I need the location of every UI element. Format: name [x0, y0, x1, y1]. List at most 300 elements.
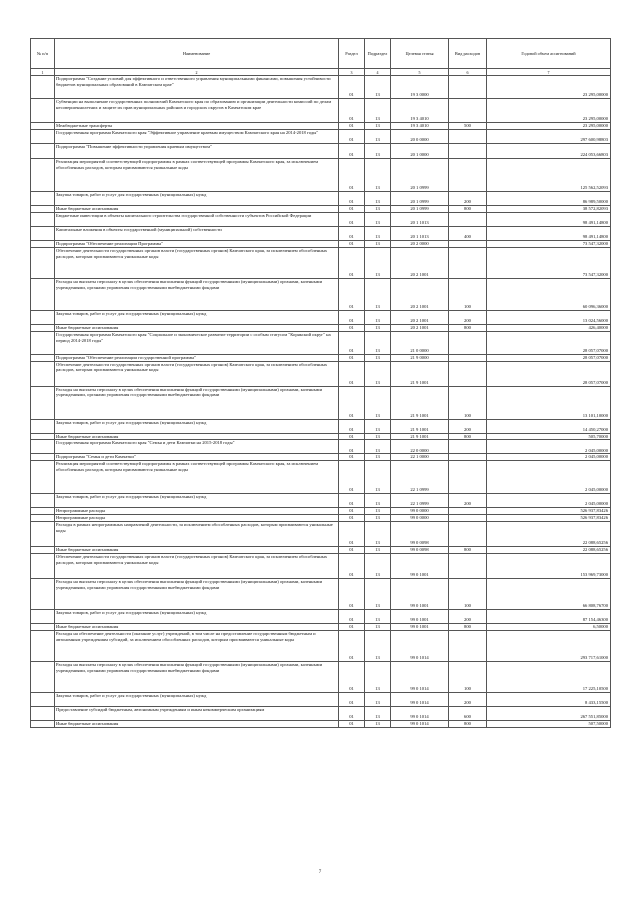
cell-podrazdel: 13 — [365, 310, 391, 324]
cell-razdel: 01 — [339, 191, 365, 205]
cell-razdel: 01 — [339, 419, 365, 433]
cell-razdel: 01 — [339, 205, 365, 212]
column-index: 7 — [487, 69, 611, 76]
cell-name: Закупка товаров, работ и услуг для государственных (муниципальных) нужд — [55, 419, 339, 433]
cell-podrazdel: 13 — [365, 433, 391, 440]
cell-podrazdel: 13 — [365, 547, 391, 554]
cell-annual-amount: 8 433,15500 — [487, 692, 611, 706]
cell-expense-type: 800 — [449, 433, 487, 440]
cell-podrazdel: 13 — [365, 461, 391, 494]
cell-expense-type — [449, 454, 487, 461]
cell-target-article: 20 1 0999 — [391, 158, 449, 191]
cell-annual-amount: 98 491,14800 — [487, 212, 611, 226]
cell-razdel: 01 — [339, 522, 365, 547]
cell-name: Подпрограмма "Повышение эффективности управления краевым имуществом" — [55, 143, 339, 158]
column-index-row — [31, 69, 611, 76]
cell-expense-type: 200 — [449, 310, 487, 324]
cell-num — [31, 610, 55, 624]
table-row — [31, 212, 611, 226]
cell-num — [31, 494, 55, 508]
cell-annual-amount: 267 551,85000 — [487, 706, 611, 720]
cell-annual-amount: 125 562,52093 — [487, 158, 611, 191]
table-row — [31, 76, 611, 99]
cell-expense-type — [449, 522, 487, 547]
table-row — [31, 386, 611, 419]
cell-razdel: 01 — [339, 386, 365, 419]
table-row — [31, 158, 611, 191]
budget-table — [30, 38, 611, 728]
table-row — [31, 610, 611, 624]
cell-name: Иные бюджетные ассигнования — [55, 324, 339, 331]
cell-razdel: 01 — [339, 123, 365, 130]
table-row — [31, 99, 611, 123]
cell-podrazdel: 13 — [365, 354, 391, 361]
cell-podrazdel: 13 — [365, 361, 391, 386]
cell-podrazdel: 13 — [365, 661, 391, 692]
cell-target-article: 99 0 0000 — [391, 515, 449, 522]
cell-target-article: 21 9 1001 — [391, 433, 449, 440]
header-expense-type: Вид расходов — [449, 39, 487, 69]
header-num: № п/п — [31, 39, 55, 69]
cell-podrazdel: 13 — [365, 720, 391, 727]
table-row — [31, 310, 611, 324]
cell-target-article: 20 2 1001 — [391, 278, 449, 310]
cell-num — [31, 433, 55, 440]
cell-expense-type: 100 — [449, 661, 487, 692]
cell-annual-amount: 526 937,83426 — [487, 515, 611, 522]
cell-razdel: 01 — [339, 310, 365, 324]
cell-num — [31, 461, 55, 494]
cell-num — [31, 454, 55, 461]
cell-razdel: 01 — [339, 661, 365, 692]
cell-num — [31, 123, 55, 130]
cell-expense-type: 100 — [449, 278, 487, 310]
cell-annual-amount: 293 717,61000 — [487, 630, 611, 661]
cell-target-article: 99 0 1014 — [391, 706, 449, 720]
cell-num — [31, 624, 55, 631]
cell-target-article: 21 9 1001 — [391, 419, 449, 433]
cell-target-article: 20 2 1001 — [391, 324, 449, 331]
cell-annual-amount: 73 547,32000 — [487, 240, 611, 247]
cell-annual-amount: 2 045,00000 — [487, 454, 611, 461]
cell-razdel: 01 — [339, 494, 365, 508]
cell-expense-type — [449, 129, 487, 143]
cell-razdel: 01 — [339, 579, 365, 610]
cell-name: Обеспечение деятельности государственных органов власти (государственных органов) Камчатского края, за исключением обособленных расходов, которым присваиваются уникальные коды — [55, 361, 339, 386]
cell-num — [31, 143, 55, 158]
cell-podrazdel: 13 — [365, 158, 391, 191]
cell-num — [31, 76, 55, 99]
cell-name: Расходы на обеспечение деятельности (оказание услуг) учреждений, в том числе на предоставление государственным бюджетным и автономным учреждениям субсидий, за исключением обособленных расходов, которым присваиваются уникальные коды — [55, 630, 339, 661]
table-row — [31, 624, 611, 631]
cell-expense-type: 200 — [449, 494, 487, 508]
cell-razdel: 01 — [339, 247, 365, 278]
header-annual-amount: Годовой объем ассигнований — [487, 39, 611, 69]
cell-num — [31, 508, 55, 515]
cell-name: Иные бюджетные ассигнования — [55, 205, 339, 212]
cell-podrazdel: 13 — [365, 630, 391, 661]
cell-target-article: 99 0 1014 — [391, 720, 449, 727]
table-row — [31, 720, 611, 727]
cell-target-article: 99 0 1014 — [391, 692, 449, 706]
table-row — [31, 661, 611, 692]
table-row — [31, 324, 611, 331]
cell-podrazdel: 13 — [365, 205, 391, 212]
cell-target-article: 21 9 1001 — [391, 386, 449, 419]
cell-name: Расходы на выплаты персоналу в целях обеспечения выполнения функций государственными (муниципальными) органами, казенными учреждениями, органами управления государственными внебюджетными фондами — [55, 278, 339, 310]
cell-annual-amount: 23 295,00000 — [487, 99, 611, 123]
cell-razdel: 01 — [339, 554, 365, 579]
cell-name: Обеспечение деятельности государственных органов власти (государственных органов) Камчатского края, за исключением обособленных расходов, которым присваиваются уникальные коды — [55, 554, 339, 579]
cell-target-article: 22 1 0999 — [391, 494, 449, 508]
cell-podrazdel: 13 — [365, 508, 391, 515]
cell-podrazdel: 13 — [365, 129, 391, 143]
cell-expense-type: 200 — [449, 692, 487, 706]
cell-expense-type: 200 — [449, 610, 487, 624]
cell-podrazdel: 13 — [365, 554, 391, 579]
cell-podrazdel: 13 — [365, 579, 391, 610]
cell-razdel: 01 — [339, 226, 365, 240]
cell-razdel: 01 — [339, 692, 365, 706]
cell-razdel: 01 — [339, 331, 365, 354]
cell-target-article: 22 1 0999 — [391, 461, 449, 494]
cell-name: Закупка товаров, работ и услуг для государственных (муниципальных) нужд — [55, 494, 339, 508]
cell-name: Иные бюджетные ассигнования — [55, 547, 339, 554]
cell-podrazdel: 13 — [365, 324, 391, 331]
cell-expense-type — [449, 440, 487, 454]
cell-podrazdel: 13 — [365, 515, 391, 522]
cell-target-article: 20 2 1001 — [391, 310, 449, 324]
cell-podrazdel: 13 — [365, 386, 391, 419]
cell-target-article: 20 1 0999 — [391, 205, 449, 212]
cell-podrazdel: 13 — [365, 522, 391, 547]
cell-razdel: 01 — [339, 158, 365, 191]
cell-target-article: 99 0 0098 — [391, 547, 449, 554]
cell-podrazdel: 13 — [365, 419, 391, 433]
cell-expense-type: 800 — [449, 547, 487, 554]
table-row — [31, 226, 611, 240]
cell-razdel: 01 — [339, 706, 365, 720]
cell-razdel: 01 — [339, 720, 365, 727]
cell-name: Подпрограмма "Создание условий для эффективного и ответственного управления муниципальными финансами, повышения устойчивости бюджетов муниципальных образований в Камчатском крае" — [55, 76, 339, 99]
cell-expense-type — [449, 361, 487, 386]
cell-podrazdel: 13 — [365, 278, 391, 310]
cell-annual-amount: 60 096,36000 — [487, 278, 611, 310]
cell-annual-amount: 2 045,00000 — [487, 494, 611, 508]
cell-annual-amount: 28 057,07000 — [487, 361, 611, 386]
table-row — [31, 433, 611, 440]
cell-name: Подпрограмма "Обеспечение реализации Программы" — [55, 240, 339, 247]
cell-annual-amount: 507,50000 — [487, 720, 611, 727]
cell-expense-type — [449, 554, 487, 579]
cell-num — [31, 547, 55, 554]
cell-podrazdel: 13 — [365, 692, 391, 706]
cell-name: Расходы на выплаты персоналу в целях обеспечения выполнения функций государственными (муниципальными) органами, казенными учреждениями, органами управления государственными внебюджетными фондами — [55, 386, 339, 419]
cell-name: Подпрограмма "Семья и дети Камчатки" — [55, 454, 339, 461]
cell-annual-amount: 14 450,27000 — [487, 419, 611, 433]
cell-expense-type: 800 — [449, 205, 487, 212]
cell-podrazdel: 13 — [365, 143, 391, 158]
table-row — [31, 129, 611, 143]
table-row — [31, 205, 611, 212]
table-row — [31, 579, 611, 610]
table-row — [31, 419, 611, 433]
cell-name: Государственная программа Камчатского края "Эффективное управление краевым имуществом Камчатского края на 2014-2018 годы" — [55, 129, 339, 143]
cell-target-article: 99 0 1001 — [391, 554, 449, 579]
header-name: Наименование — [55, 39, 339, 69]
cell-razdel: 01 — [339, 129, 365, 143]
cell-annual-amount: 22 088,65256 — [487, 522, 611, 547]
cell-target-article: 21 0 0000 — [391, 331, 449, 354]
column-index: 4 — [365, 69, 391, 76]
cell-razdel: 01 — [339, 515, 365, 522]
cell-razdel: 01 — [339, 212, 365, 226]
cell-razdel: 01 — [339, 354, 365, 361]
cell-name: Реализация мероприятий соответствующей подпрограммы в рамках соответствующей программы Камчатского края, за исключением обособленных расходов, которым присваиваются уникальные коды — [55, 461, 339, 494]
cell-razdel: 01 — [339, 624, 365, 631]
cell-annual-amount: 98 491,14800 — [487, 226, 611, 240]
cell-expense-type: 100 — [449, 386, 487, 419]
cell-annual-amount: 2 045,00000 — [487, 440, 611, 454]
cell-target-article: 99 0 1014 — [391, 630, 449, 661]
cell-annual-amount: 87 154,46300 — [487, 610, 611, 624]
cell-num — [31, 247, 55, 278]
table-row — [31, 331, 611, 354]
cell-expense-type — [449, 212, 487, 226]
header-target-article: Целевая статья — [391, 39, 449, 69]
cell-razdel: 01 — [339, 610, 365, 624]
document-page — [30, 38, 610, 728]
cell-podrazdel: 13 — [365, 240, 391, 247]
cell-target-article: 21 9 1001 — [391, 361, 449, 386]
cell-target-article: 20 1 1013 — [391, 226, 449, 240]
cell-razdel: 01 — [339, 508, 365, 515]
cell-annual-amount: 38 572,82093 — [487, 205, 611, 212]
cell-razdel: 01 — [339, 461, 365, 494]
cell-podrazdel: 13 — [365, 76, 391, 99]
cell-razdel: 01 — [339, 361, 365, 386]
cell-podrazdel: 13 — [365, 440, 391, 454]
cell-num — [31, 310, 55, 324]
cell-razdel: 01 — [339, 324, 365, 331]
table-body — [31, 76, 611, 728]
cell-razdel: 01 — [339, 143, 365, 158]
cell-podrazdel: 13 — [365, 331, 391, 354]
cell-name: Государственная программа Камчатского края "Семья и дети Камчатки на 2015-2018 годы" — [55, 440, 339, 454]
cell-target-article: 20 2 0000 — [391, 240, 449, 247]
cell-name: Непрограммные расходы — [55, 515, 339, 522]
cell-expense-type — [449, 508, 487, 515]
cell-num — [31, 720, 55, 727]
cell-name: Закупка товаров, работ и услуг для государственных (муниципальных) нужд — [55, 692, 339, 706]
cell-annual-amount: 505,70000 — [487, 433, 611, 440]
cell-num — [31, 158, 55, 191]
table-row — [31, 361, 611, 386]
cell-name: Капитальные вложения в объекты государственной (муниципальной) собственности — [55, 226, 339, 240]
cell-razdel: 01 — [339, 547, 365, 554]
cell-num — [31, 515, 55, 522]
cell-expense-type — [449, 143, 487, 158]
table-row — [31, 191, 611, 205]
cell-name: Межбюджетные трансферты — [55, 123, 339, 130]
cell-name: Непрограммные расходы — [55, 508, 339, 515]
table-row — [31, 440, 611, 454]
cell-annual-amount: 66 808,76700 — [487, 579, 611, 610]
cell-expense-type — [449, 461, 487, 494]
cell-name: Закупка товаров, работ и услуг для государственных (муниципальных) нужд — [55, 310, 339, 324]
cell-razdel: 01 — [339, 433, 365, 440]
cell-expense-type: 500 — [449, 123, 487, 130]
cell-annual-amount: 224 053,66803 — [487, 143, 611, 158]
cell-name: Подпрограмма "Обеспечение реализации государственной программы" — [55, 354, 339, 361]
column-index: 2 — [55, 69, 339, 76]
table-row — [31, 515, 611, 522]
cell-name: Расходы на выплаты персоналу в целях обеспечения выполнения функций государственными (муниципальными) органами, казенными учреждениями, органами управления государственными внебюджетными фондами — [55, 661, 339, 692]
cell-name: Субвенции на выполнение государственных полномочий Камчатского края по образованию и организации деятельности комиссий по делам несовершеннолетних и защите их прав муниципальных районов и городских округов в Камчатском крае — [55, 99, 339, 123]
cell-expense-type — [449, 354, 487, 361]
cell-razdel: 01 — [339, 76, 365, 99]
cell-expense-type — [449, 76, 487, 99]
cell-num — [31, 386, 55, 419]
cell-name: Закупка товаров, работ и услуг для государственных (муниципальных) нужд — [55, 610, 339, 624]
cell-razdel: 01 — [339, 454, 365, 461]
cell-podrazdel: 13 — [365, 191, 391, 205]
table-row — [31, 508, 611, 515]
table-row — [31, 123, 611, 130]
header-row — [31, 39, 611, 69]
cell-num — [31, 522, 55, 547]
cell-razdel: 01 — [339, 240, 365, 247]
cell-num — [31, 692, 55, 706]
table-row — [31, 461, 611, 494]
cell-target-article: 20 1 0000 — [391, 143, 449, 158]
cell-target-article: 20 1 1013 — [391, 212, 449, 226]
cell-podrazdel: 13 — [365, 99, 391, 123]
cell-annual-amount: 526 937,83426 — [487, 508, 611, 515]
table-row — [31, 630, 611, 661]
cell-podrazdel: 13 — [365, 624, 391, 631]
cell-annual-amount: 22 088,65256 — [487, 547, 611, 554]
cell-expense-type: 100 — [449, 579, 487, 610]
cell-podrazdel: 13 — [365, 212, 391, 226]
cell-num — [31, 331, 55, 354]
cell-num — [31, 129, 55, 143]
cell-annual-amount: 73 547,32000 — [487, 247, 611, 278]
cell-expense-type — [449, 158, 487, 191]
cell-target-article: 20 2 1001 — [391, 247, 449, 278]
column-index: 6 — [449, 69, 487, 76]
cell-num — [31, 419, 55, 433]
cell-expense-type — [449, 240, 487, 247]
table-row — [31, 706, 611, 720]
cell-target-article: 99 0 1001 — [391, 624, 449, 631]
cell-num — [31, 240, 55, 247]
table-row — [31, 494, 611, 508]
cell-name: Предоставление субсидий бюджетным, автономным учреждениям и иным некоммерческим организациям — [55, 706, 339, 720]
cell-target-article: 19 3 4010 — [391, 123, 449, 130]
cell-num — [31, 278, 55, 310]
cell-expense-type — [449, 247, 487, 278]
cell-num — [31, 205, 55, 212]
cell-annual-amount: 23 295,00000 — [487, 76, 611, 99]
cell-annual-amount: 153 969,73000 — [487, 554, 611, 579]
header-podrazdel: Подраздел — [365, 39, 391, 69]
cell-annual-amount: 28 057,07000 — [487, 331, 611, 354]
cell-annual-amount: 86 989,50000 — [487, 191, 611, 205]
cell-podrazdel: 13 — [365, 494, 391, 508]
cell-expense-type: 200 — [449, 419, 487, 433]
table-row — [31, 240, 611, 247]
cell-target-article: 19 3 0000 — [391, 76, 449, 99]
cell-razdel: 01 — [339, 99, 365, 123]
table-row — [31, 143, 611, 158]
cell-name: Иные бюджетные ассигнования — [55, 720, 339, 727]
cell-expense-type — [449, 515, 487, 522]
cell-podrazdel: 13 — [365, 226, 391, 240]
cell-name: Расходы на выплаты персоналу в целях обеспечения выполнения функций государственными (муниципальными) органами, казенными учреждениями, органами управления государственными внебюджетными фондами — [55, 579, 339, 610]
cell-num — [31, 706, 55, 720]
cell-podrazdel: 13 — [365, 454, 391, 461]
cell-name: Иные бюджетные ассигнования — [55, 624, 339, 631]
cell-annual-amount: 6,50000 — [487, 624, 611, 631]
cell-annual-amount: 426,40000 — [487, 324, 611, 331]
cell-expense-type: 800 — [449, 720, 487, 727]
cell-podrazdel: 13 — [365, 247, 391, 278]
cell-podrazdel: 13 — [365, 610, 391, 624]
cell-expense-type: 800 — [449, 324, 487, 331]
cell-name: Государственная программа Камчатского края "Социальное и экономическое развитие территории с особым статусом "Корякский округ" на период 2014-2018 годы" — [55, 331, 339, 354]
cell-expense-type: 200 — [449, 191, 487, 205]
page-number: 7 — [318, 870, 322, 875]
cell-num — [31, 579, 55, 610]
cell-expense-type — [449, 99, 487, 123]
table-row — [31, 454, 611, 461]
cell-target-article: 20 1 0999 — [391, 191, 449, 205]
table-row — [31, 692, 611, 706]
cell-annual-amount: 23 295,00000 — [487, 123, 611, 130]
table-row — [31, 247, 611, 278]
cell-annual-amount: 2 045,00000 — [487, 461, 611, 494]
cell-name: Иные бюджетные ассигнования — [55, 433, 339, 440]
cell-razdel: 01 — [339, 630, 365, 661]
cell-podrazdel: 13 — [365, 706, 391, 720]
table-row — [31, 547, 611, 554]
table-row — [31, 278, 611, 310]
cell-name: Обеспечение деятельности государственных органов власти (государственных органов) Камчатского края, за исключением обособленных расходов, которым присваиваются уникальные коды — [55, 247, 339, 278]
cell-expense-type: 400 — [449, 226, 487, 240]
cell-target-article: 99 0 1001 — [391, 610, 449, 624]
cell-name: Закупка товаров, работ и услуг для государственных (муниципальных) нужд — [55, 191, 339, 205]
cell-target-article: 22 0 0000 — [391, 440, 449, 454]
cell-name: Расходы в рамках непрограммных направлений деятельности, за исключением обособленных расходов, которым присваиваются уникальные коды — [55, 522, 339, 547]
cell-expense-type — [449, 331, 487, 354]
cell-target-article: 99 0 0098 — [391, 522, 449, 547]
cell-num — [31, 324, 55, 331]
cell-razdel: 01 — [339, 440, 365, 454]
cell-num — [31, 354, 55, 361]
cell-target-article: 22 1 0000 — [391, 454, 449, 461]
cell-expense-type: 800 — [449, 624, 487, 631]
header-razdel: Раздел — [339, 39, 365, 69]
cell-num — [31, 212, 55, 226]
column-index: 1 — [31, 69, 55, 76]
column-index: 5 — [391, 69, 449, 76]
cell-target-article: 20 0 0000 — [391, 129, 449, 143]
cell-expense-type: 600 — [449, 706, 487, 720]
cell-target-article: 99 0 0000 — [391, 508, 449, 515]
cell-annual-amount: 13 101,10000 — [487, 386, 611, 419]
cell-num — [31, 361, 55, 386]
